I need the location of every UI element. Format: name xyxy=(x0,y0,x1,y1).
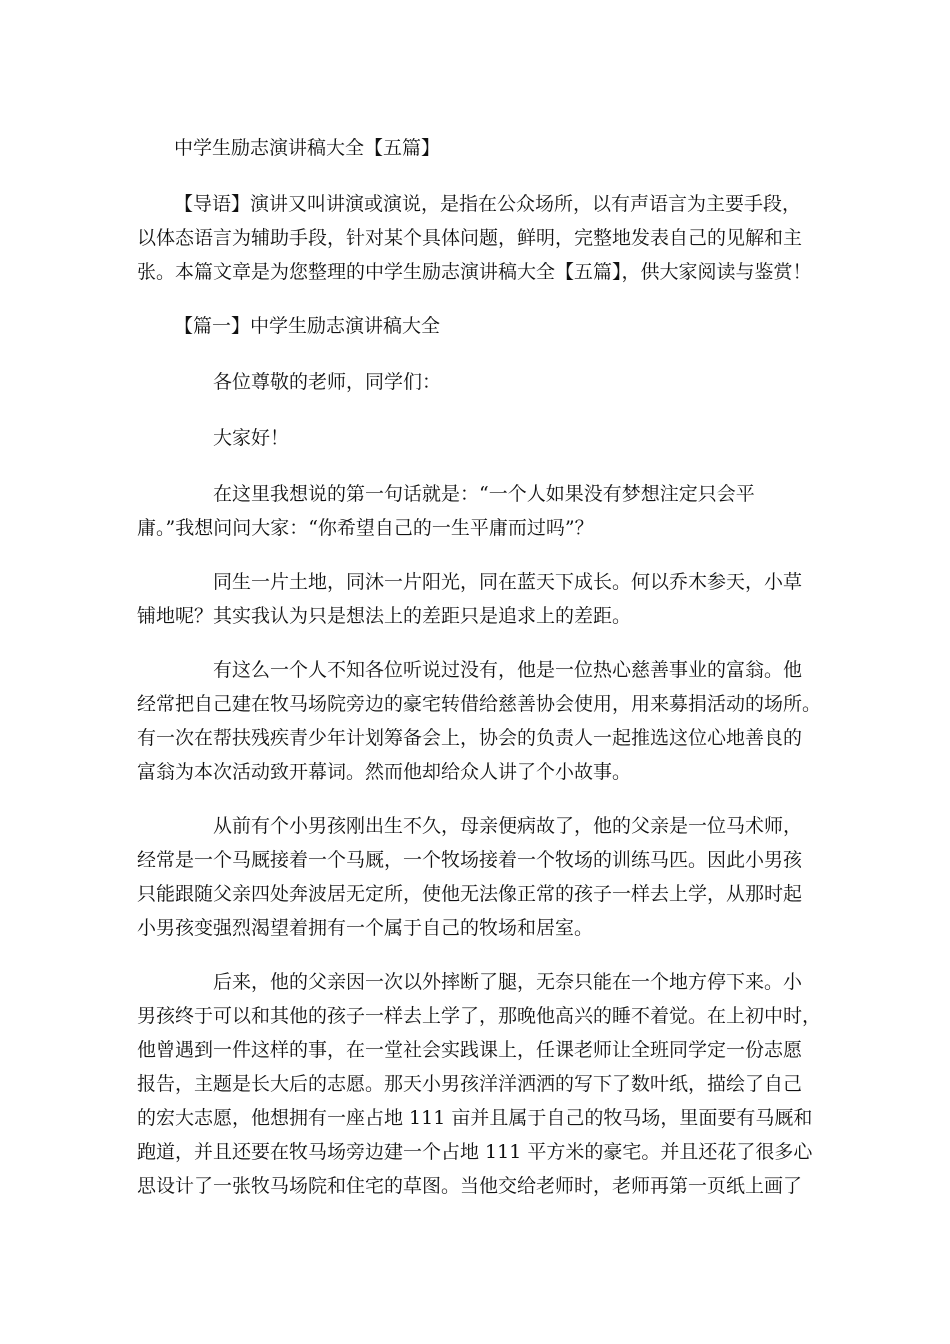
paragraph-line: 在这里我想说的第一句话就是：“一个人如果没有梦想注定只会平 xyxy=(213,483,755,505)
paragraph-line: 有这么一个人不知各位听说过没有，他是一位热心慈善事业的富翁。他 xyxy=(213,659,803,681)
paragraph-line: 只能跟随父亲四处奔波居无定所，使他无法像正常的孩子一样去上学，从那时起 xyxy=(137,883,803,905)
paragraph-line: 他曾遇到一件这样的事，在一堂社会实践课上，任课老师让全班同学定一份志愿 xyxy=(137,1039,803,1061)
paragraph-line: 的宏大志愿，他想拥有一座占地 111 亩并且属于自己的牧马场，里面要有马厩和 xyxy=(137,1107,813,1129)
paragraph-line: 从前有个小男孩刚出生不久，母亲便病故了，他的父亲是一位马术师， xyxy=(213,815,803,837)
intro-line: 以体态语言为辅助手段，针对某个具体问题，鲜明，完整地发表自己的见解和主 xyxy=(137,227,803,249)
paragraph-line: 富翁为本次活动致开幕词。然而他却给众人讲了个小故事。 xyxy=(137,761,632,783)
paragraph-line: 男孩终于可以和其他的孩子一样去上学了，那晚他高兴的睡不着觉。在上初中时， xyxy=(137,1005,822,1027)
paragraph-line: 同生一片土地，同沐一片阳光，同在蓝天下成长。何以乔木参天，小草 xyxy=(213,571,803,593)
paragraph-line: 后来，他的父亲因一次以外摔断了腿，无奈只能在一个地方停下来。小 xyxy=(213,971,803,993)
salutation: 各位尊敬的老师，同学们： xyxy=(213,371,442,393)
paragraph-line: 经常把自己建在牧马场院旁边的豪宅转借给慈善协会使用，用来募捐活动的场所。 xyxy=(137,693,822,715)
document-title: 中学生励志演讲稿大全【五篇】 xyxy=(174,137,441,159)
greeting: 大家好！ xyxy=(213,427,290,449)
paragraph-line: 小男孩变强烈渴望着拥有一个属于自己的牧场和居室。 xyxy=(137,917,594,939)
section-title: 【篇一】中学生励志演讲稿大全 xyxy=(174,315,441,337)
paragraph-line: 思设计了一张牧马场院和住宅的草图。当他交给老师时，老师再第一页纸上画了 xyxy=(137,1175,803,1197)
paragraph-line: 跑道，并且还要在牧马场旁边建一个占地 111 平方米的豪宅。并且还花了很多心 xyxy=(137,1141,813,1163)
paragraph-line: 报告，主题是长大后的志愿。那天小男孩洋洋洒洒的写下了数叶纸，描绘了自己 xyxy=(137,1073,803,1095)
paragraph-line: 铺地呢？其实我认为只是想法上的差距只是追求上的差距。 xyxy=(137,605,632,627)
paragraph-line: 经常是一个马厩接着一个马厩，一个牧场接着一个牧场的训练马匹。因此小男孩 xyxy=(137,849,803,871)
paragraph-line: 有一次在帮扶残疾青少年计划筹备会上，协会的负责人一起推选这位心地善良的 xyxy=(137,727,803,749)
intro-line: 【导语】演讲又叫讲演或演说，是指在公众场所，以有声语言为主要手段， xyxy=(174,193,802,215)
intro-line: 张。本篇文章是为您整理的中学生励志演讲稿大全【五篇】，供大家阅读与鉴赏！ xyxy=(137,261,812,283)
paragraph-line: 庸。”我想问问大家：“你希望自己的一生平庸而过吗”？ xyxy=(137,517,594,539)
